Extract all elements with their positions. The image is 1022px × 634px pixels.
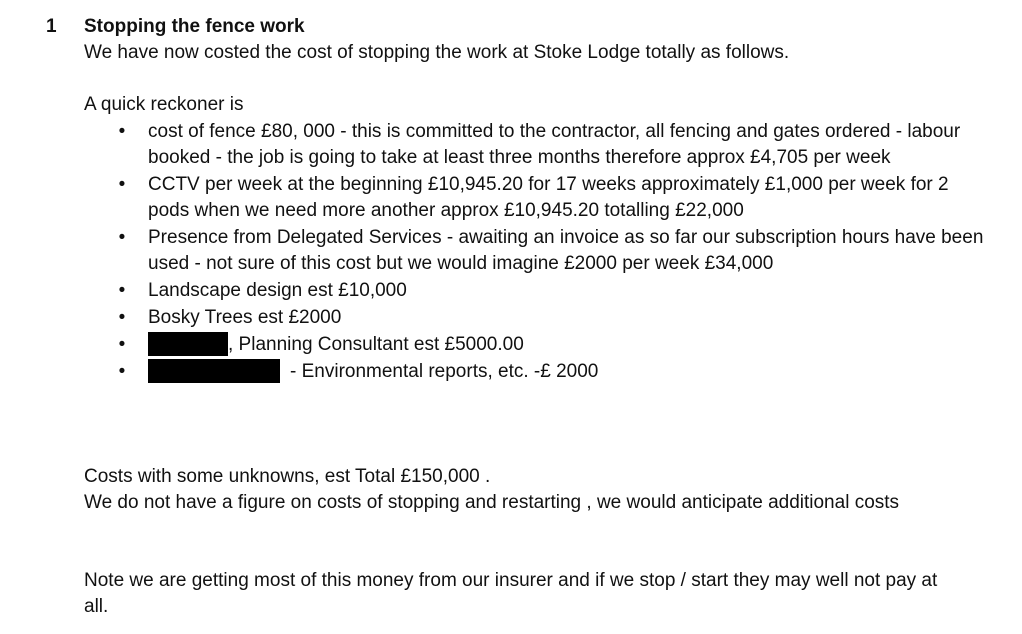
section-title: Stopping the fence work <box>84 16 305 37</box>
bullet-environmental-cost <box>84 359 984 385</box>
bullet-icon: • <box>118 307 126 328</box>
insurer-note: Note we are getting most of this money from our insurer and if we stop / start they may well not pay at all. <box>84 570 938 617</box>
redaction-block <box>148 332 228 356</box>
total-costs: Costs with some unknowns, est Total £150,000 . <box>84 466 491 487</box>
bullet-text: Landscape design est £10,000 <box>148 280 407 301</box>
bullet-text: cost of fence £80, 000 - this is committed to the contractor, all fencing and gates ordered - labour booked - the job is going to take at least three months therefore approx £4,705 per week <box>148 121 961 168</box>
intro-paragraph: We have now costed the cost of stopping the work at Stoke Lodge totally as follows. <box>84 42 790 63</box>
redaction-block <box>148 359 280 383</box>
bullet-icon: • <box>118 227 126 248</box>
bullet-icon: • <box>118 361 126 382</box>
bullet-text: Presence from Delegated Services - awaiting an invoice as so far our subscription hours have been used - not sure of this cost but we would imagine £2000 per week £34,000 <box>148 227 984 274</box>
bullet-landscape-cost <box>84 278 984 304</box>
bullet-icon: • <box>118 121 126 142</box>
bullet-bosky-trees-cost <box>84 305 984 331</box>
bullet-text: , Planning Consultant est £5000.00 <box>228 334 524 355</box>
bullet-fence-cost <box>84 119 984 171</box>
section-heading <box>46 14 1006 40</box>
bullet-icon: • <box>118 280 126 301</box>
section-number: 1 <box>46 16 57 37</box>
stopping-note: We do not have a figure on costs of stopping and restarting , we would anticipate additional costs <box>84 492 900 513</box>
bullet-icon: • <box>118 334 126 355</box>
bullet-planning-consultant-cost <box>84 332 984 358</box>
bullet-text: - Environmental reports, etc. -£ 2000 <box>290 361 599 382</box>
bullet-cctv-cost <box>84 172 984 224</box>
bullet-icon: • <box>118 174 126 195</box>
bullet-text: CCTV per week at the beginning £10,945.20 for 17 weeks approximately £1,000 per week for 2 pods when we need more another approx £10,945.20 totalling £22,000 <box>148 174 949 221</box>
bullet-presence-cost <box>84 225 984 277</box>
bullet-text: Bosky Trees est £2000 <box>148 307 342 328</box>
reckoner-label: A quick reckoner is <box>84 94 244 115</box>
cost-bullet-list <box>84 119 984 386</box>
